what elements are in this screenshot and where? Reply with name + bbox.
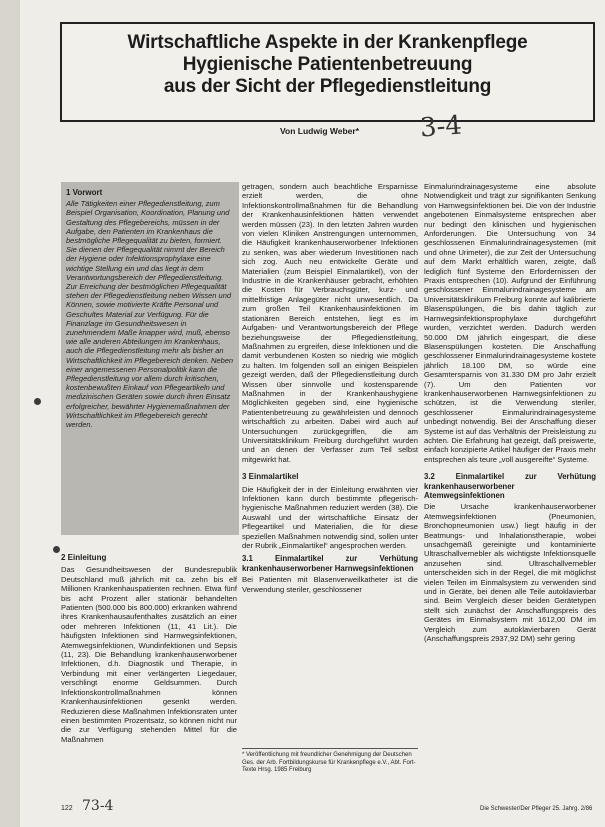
column-2 bbox=[242, 182, 418, 595]
footnote: * Veröffentlichung mit freundlicher Genehmigung der Deutschen Ges. der Arb. Fortbildungskurse für Krankenpflege e.V., Abt. Fort-Texte Hrsg. 1985 Freiburg bbox=[242, 748, 418, 775]
scan-mark bbox=[53, 546, 60, 553]
abstract-box bbox=[61, 182, 239, 535]
column-3 bbox=[424, 182, 596, 645]
section-3-heading: 3 Einmalartikel bbox=[242, 472, 299, 482]
column-1-lower bbox=[61, 551, 237, 745]
subsection-3-1-heading: 3.1 Einmalartikel zur Verhütung krankenhauserworbener Harnwegsinfektionen bbox=[242, 554, 418, 573]
article-title bbox=[62, 32, 593, 98]
subsection-3-2-text: Die Ursache krankenhauserworbener Atemwegsinfektionen (Pneumonien, Bronchopneumonien usw.) liegt häufig in der Beatmungs- und Inhalationstherapie, wobei unsachgemäß gereinigte und kontaminierte Ultraschallvernebler als wichtigste Infektionsquelle anzusehen sind. Ultraschallvernebler unterscheiden sich in der Regel, die mit möglichst vielen Teilen im Einmalsystem zu verwenden sind und in Geräte, bei denen alle Teile autoklavierbar sind. Beim Vergleich dieser beiden Gerätetypen stellt sich zunächst der Anschaffungspreis des Gerätes im Einmalsystem mit 1612,00 DM im Vergleich zum autoklavierbaren Gerät (Anschaffungspreis 2937,92 DM) sehr gering bbox=[424, 502, 596, 644]
section-2-heading: 2 Einleitung bbox=[61, 553, 107, 562]
title-line-2: Hygienische Patientenbetreuung bbox=[182, 54, 473, 75]
section-2-text: Das Gesundheitswesen der Bundesrepublik Deutschland muß jährlich mit ca. zehn bis elf Millionen Krankenhauspatienten rechnen. Etwa fünf bis acht Prozent aller stationär behandelten Patienten (500.000 bis 800.000) erkranken während ihres Krankenhausaufenthaltes zusätzlich an einer oder mehreren Infektionen (11, 41 Lit.). Die häufigsten Infektionen sind Harnwegsinfektionen, Atemwegsinfektionen, Wundinfektionen und Sepsis (11, 23). Die Behandlung krankenhauserworbener Infektionen, d.h. Diagnostik und Therapie, in Verbindung mit einer verlängerten Liegedauer, verschlingt enorme Geldsummen. Durch Infektionskontrollmaßnahmen können Krankenhausinfektionen gesenkt werden. Reduzieren diese Maßnahmen Infektionsraten unter einen bestimmten Prozentsatz, so können nicht nur die zur Verfügung stehenden Mittel für die Maßnahmen bbox=[61, 565, 237, 744]
column-3-text: Einmalurindrainagesysteme eine absolute Notwendigkeit und trägt zur signifikanten Senkung von Harnwegsinfektionen bei. Die von der Industrie angebotenen Einmalsysteme entsprechen aber nur bedingt den klinischen und hygienischen Anforderungen. Die Untersuchung von 34 geschlossenen Einmalurindrainagesystemen (mit und ohne Urimeter), die zur Zeit der Untersuchung auf dem Markt erhältlich waren, zeigte, daß lediglich fünf Systeme den Erfordernissen der Praxis entsprechen (10). Aufgrund der Einführung geschlossener Einmalurindrainagesysteme am Universitätsklinikum Freiburg konnte auf kalibrierte Blasenspülungen, die bis dahin täglich zur Harnwegsinfektionsprophylaxe durchgeführt wurden, verzichtet werden. Dadurch werden 50.000 DM jährlich eingespart, die diese Blasenspülungen kosteten. Die Anschaffung geschlossener Einmalurindrainagesysteme kostete jährlich 18.100 DM, so würde eine Gesamtersparnis von 31.330 DM pro Jahr erzielt (7). Um den Patienten vor krankenhauserworbenen Harnwegsinfektionen zu schützen, ist die Verwendung steriler, geschlossener Einmalurindrainagesysteme unbedingt notwendig. Bei der Anschaffung dieser Systeme ist auf das Verhältnis der Preisleistung zu achten. Die Erfahrung hat gezeigt, daß preiswerte, einfach konzipierte Artikel häufiger der Praxis mehr entsprechen als teure „voll ausgereifte“ Systeme. bbox=[424, 182, 596, 464]
abstract-heading: 1 Vorwort bbox=[66, 188, 103, 197]
scan-mark bbox=[34, 398, 41, 405]
handwritten-page-note: 73-4 bbox=[82, 798, 114, 814]
subsection-3-1-text: Bei Patienten mit Blasenverweilkatheter ist die Verwendung steriler, geschlossener bbox=[242, 575, 418, 594]
subsection-3-2-heading: 3.2 Einmalartikel zur Verhütung krankenhauserworbener Atemwegsinfektionen bbox=[424, 472, 596, 500]
column-2-text: getragen, sondern auch beachtliche Ersparnisse erzielt werden, die ohne Infektionskontrollmaßnahmen für die Behandlung der Krankenhausinfektionen hätten verwendet werden müssen (23). In den letzten Jahren wurden von vielen Kliniken Anstrengungen unternommen, die Häufigkeit krankenhauserworbener Infektionen zu senken, was aber wiederum Investitionen nach sich zog. Auch neu entwickelte Geräte und Materialien (zum Beispiel Einmalartikel), von der Industrie in die Krankenhäuser gebracht, erhöhten die Kosten für Verbrauchsgüter, kurz- und mittelfristige Anlagegüter nicht unwesentlich. Da zum großen Teil Krankenhausinfektionen im stationären Bereich entstehen, liegt es im Aufgaben- und Verantwortungsbereich der Pflege beziehungsweise der Pflegedienstleitung, Maßnahmen zu ergreifen, diese Infektionen und die damit verbundenen Kosten so niedrig wie möglich zu halten. Im folgenden soll an einigen Beispielen gezeigt werden, daß der Pflegedienstleitung durch Wissen über sinnvolle und kostensparende Maßnahmen in der Krankenhaushygiene Möglichkeiten gegeben sind, eine hygienische Patientenbetreuung zu gewährleisten und dennoch wirtschaftlich zu arbeiten. Dabei wird auch auf Untersuchungen zurückgegriffen, die am Universitätsklinikum Freiburg durchgeführt wurden und an denen der Verfasser zum Teil selbst mitgewirkt hat. bbox=[242, 182, 418, 464]
scan-edge bbox=[0, 0, 20, 827]
handwritten-mark: 3-4 bbox=[419, 110, 463, 144]
abstract-text: Alle Tätigkeiten einer Pflegedienstleitung, zum Beispiel Organisation, Koordination, Planung und Gestaltung des Pflegebereichs, müssen in der Aufgabe, den Patienten im Krankenhaus die bestmögliche Pflegequalität zu bieten, formiert. Sie dienen der Pflegequalität nimmt der Bereich der Hygiene oder Infektionsprophylaxe eine wichtige Stellung ein und das liegt in dem Verantwortungsbereich der Pflegedienstleitung. Zur Erreichung der bestmöglichen Pflegequalität stehen der Pflegedienstleitung neben Wissen und Können, sowie motivierte Kräfte Personal und Geschultes Material zur Verfügung. Für die Finanzlage im Gesundheitswesen in zunehmendem Maße knapper wird, muß, ebenso wie alle anderen Abteilungen im Krankenhaus, auch die Pflegedienstleitung mehr als bisher an Wirtschaftlichkeit im Pflegebereich denken. Neben einer angemessenen Personalpolitik kann die Pflegedienstleitung vor allem durch kritischen, kostenbewußten Einkauf von Pflegeartikeln und medizinischen Geräten sowie durch ihren Einsatz erfolgreicher, bewährter Hygienemaßnahmen der Wirtschaftlichkeit im Pflegebereich gerecht werden. bbox=[66, 199, 234, 430]
author-line: Von Ludwig Weber* bbox=[280, 126, 360, 136]
title-line-3: aus der Sicht der Pflegedienstleitung bbox=[163, 76, 492, 97]
section-3-text: Die Häufigkeit der in der Einleitung erwähnten vier Infektionen kann durch bestimmte pflegerisch-hygienische Maßnahmen reduziert werden (38). Die Auswahl und der wirtschaftliche Einsatz der Pflegeartikel und Materialien, die für diese speziellen Maßnahmen notwendig sind, sollen unter der Rubrik „Einmalartikel“ angesprochen werden. bbox=[242, 484, 418, 551]
page-number: 122 bbox=[61, 805, 73, 812]
title-line-1: Wirtschaftliche Aspekte in der Krankenpflege bbox=[127, 32, 528, 53]
journal-footer: Die Schwester/Der Pfleger 25. Jahrg. 2/86 bbox=[480, 806, 593, 812]
title-box bbox=[60, 22, 595, 122]
